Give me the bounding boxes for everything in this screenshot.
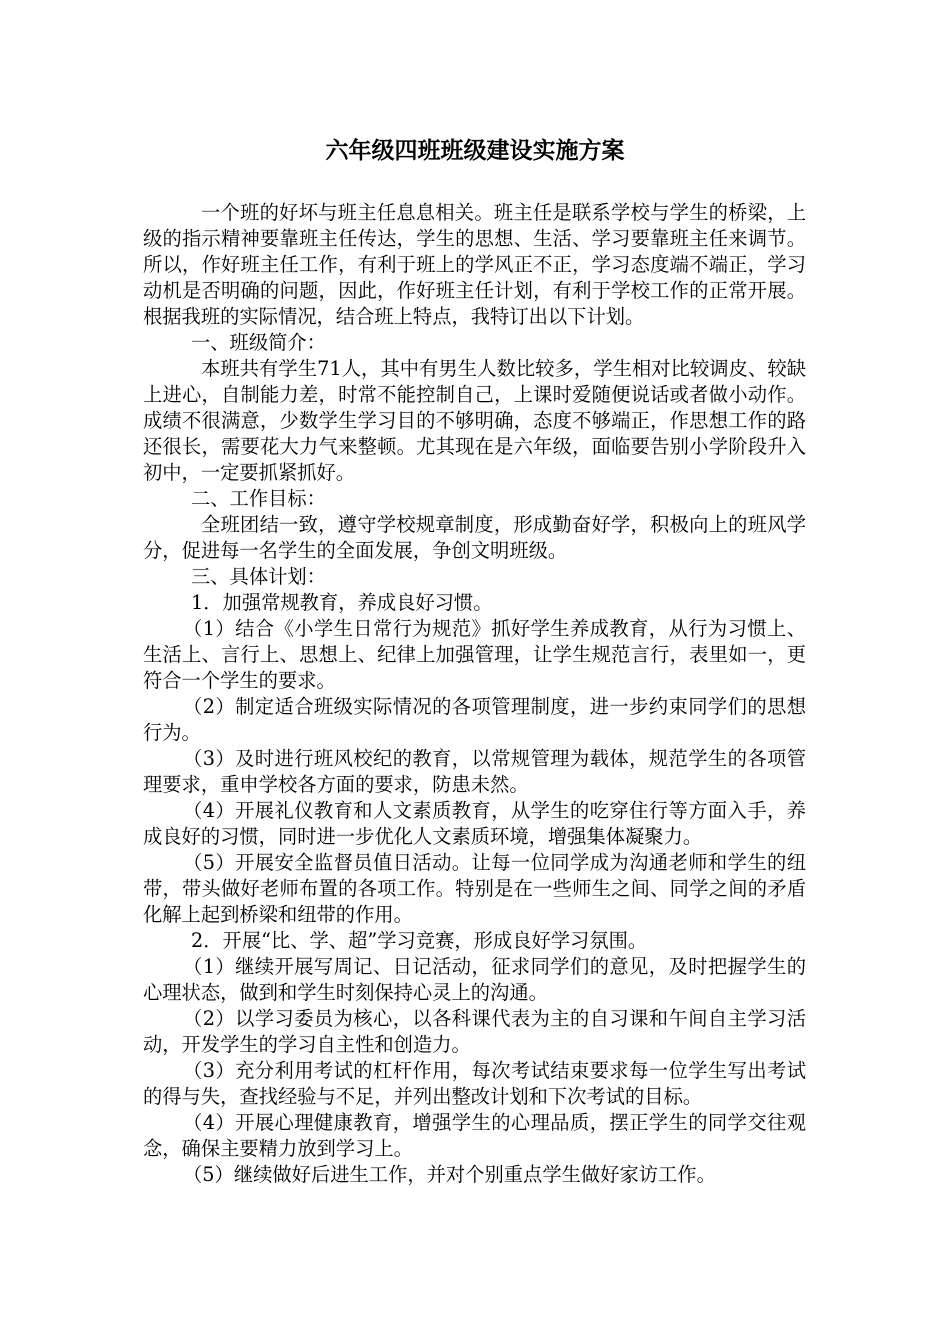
plan-item-2-sub-2: （2）以学习委员为核心，以各科课代表为主的自习课和午间自主学习活动，开发学生的学习自主性和创造力。 — [143, 1007, 806, 1056]
plan-item-1-sub-4: （4）开展礼仪教育和人文素质教育，从学生的吃穿住行等方面入手，养成良好的习惯，同时进一步优化人文素质环境，增强集体凝聚力。 — [143, 799, 806, 848]
plan-item-2-sub-5: （5）继续做好后进生工作，并对个别重点学生做好家访工作。 — [183, 1163, 716, 1186]
plan-item-1-sub-1: （1）结合《小学生日常行为规范》抓好学生养成教育，从行为习惯上、生活上、言行上、思想上、纪律上加强管理，让学生规范言行，表里如一，更符合一个学生的要求。 — [143, 617, 806, 692]
section-2-heading: 二、工作目标： — [191, 487, 326, 510]
plan-item-1-sub-2: （2）制定适合班级实际情况的各项管理制度，进一步约束同学们的思想行为。 — [143, 695, 806, 744]
plan-item-2-sub-1: （1）继续开展写周记、日记活动，征求同学们的意见，及时把握学生的心理状态，做到和学生时刻保持心灵上的沟通。 — [143, 955, 806, 1004]
document-title: 六年级四班班级建设实施方案 — [325, 137, 625, 164]
intro-paragraph: 一个班的好坏与班主任息息相关。班主任是联系学校与学生的桥梁，上级的指示精神要靠班主任传达，学生的思想、生活、学习要靠班主任来调节。所以，作好班主任工作，有利于班上的学风正不正，学习态度端不端正，学习动机是否明确的问题，因此，作好班主任计划，有利于学校工作的正常开展。根据我班的实际情况，结合班上特点，我特订出以下计划。 — [143, 201, 806, 328]
plan-item-1-sub-3: （3）及时进行班风校纪的教育，以常规管理为载体，规范学生的各项管理要求，重申学校各方面的要求，防患未然。 — [143, 747, 806, 796]
document-body — [143, 200, 806, 1188]
section-1-heading: 一、班级简介： — [191, 331, 326, 354]
plan-item-2-sub-3: （3）充分利用考试的杠杆作用，每次考试结束要求每一位学生写出考试的得与失，查找经验与不足，并列出整改计划和下次考试的目标。 — [143, 1059, 806, 1108]
plan-item-1-sub-5: （5）开展安全监督员值日活动。让每一位同学成为沟通老师和学生的纽带，带头做好老师布置的各项工作。特别是在一些师生之间、同学之间的矛盾化解上起到桥梁和纽带的作用。 — [143, 851, 806, 926]
section-3-heading: 三、具体计划： — [191, 565, 326, 588]
section-2-paragraph: 全班团结一致，遵守学校规章制度，形成勤奋好学，积极向上的班风学分，促进每一名学生的全面发展，争创文明班级。 — [143, 513, 806, 562]
plan-item-2-heading: 2．开展“比、学、超”学习竞赛，形成良好学习氛围。 — [191, 929, 648, 952]
plan-item-2-sub-4: （4）开展心理健康教育，增强学生的心理品质，摆正学生的同学交往观念，确保主要精力放到学习上。 — [143, 1111, 806, 1160]
plan-item-1-heading: 1．加强常规教育，养成良好习惯。 — [191, 591, 493, 614]
section-1-paragraph: 本班共有学生71人，其中有男生人数比较多，学生相对比较调皮、较缺上进心，自制能力差，时常不能控制自己，上课时爱随便说话或者做小动作。成绩不很满意，少数学生学习目的不够明确，态度不够端正，作思想工作的路还很长，需要花大力气来整顿。尤其现在是六年级，面临要告别小学阶段升入初中，一定要抓紧抓好。 — [143, 357, 806, 484]
